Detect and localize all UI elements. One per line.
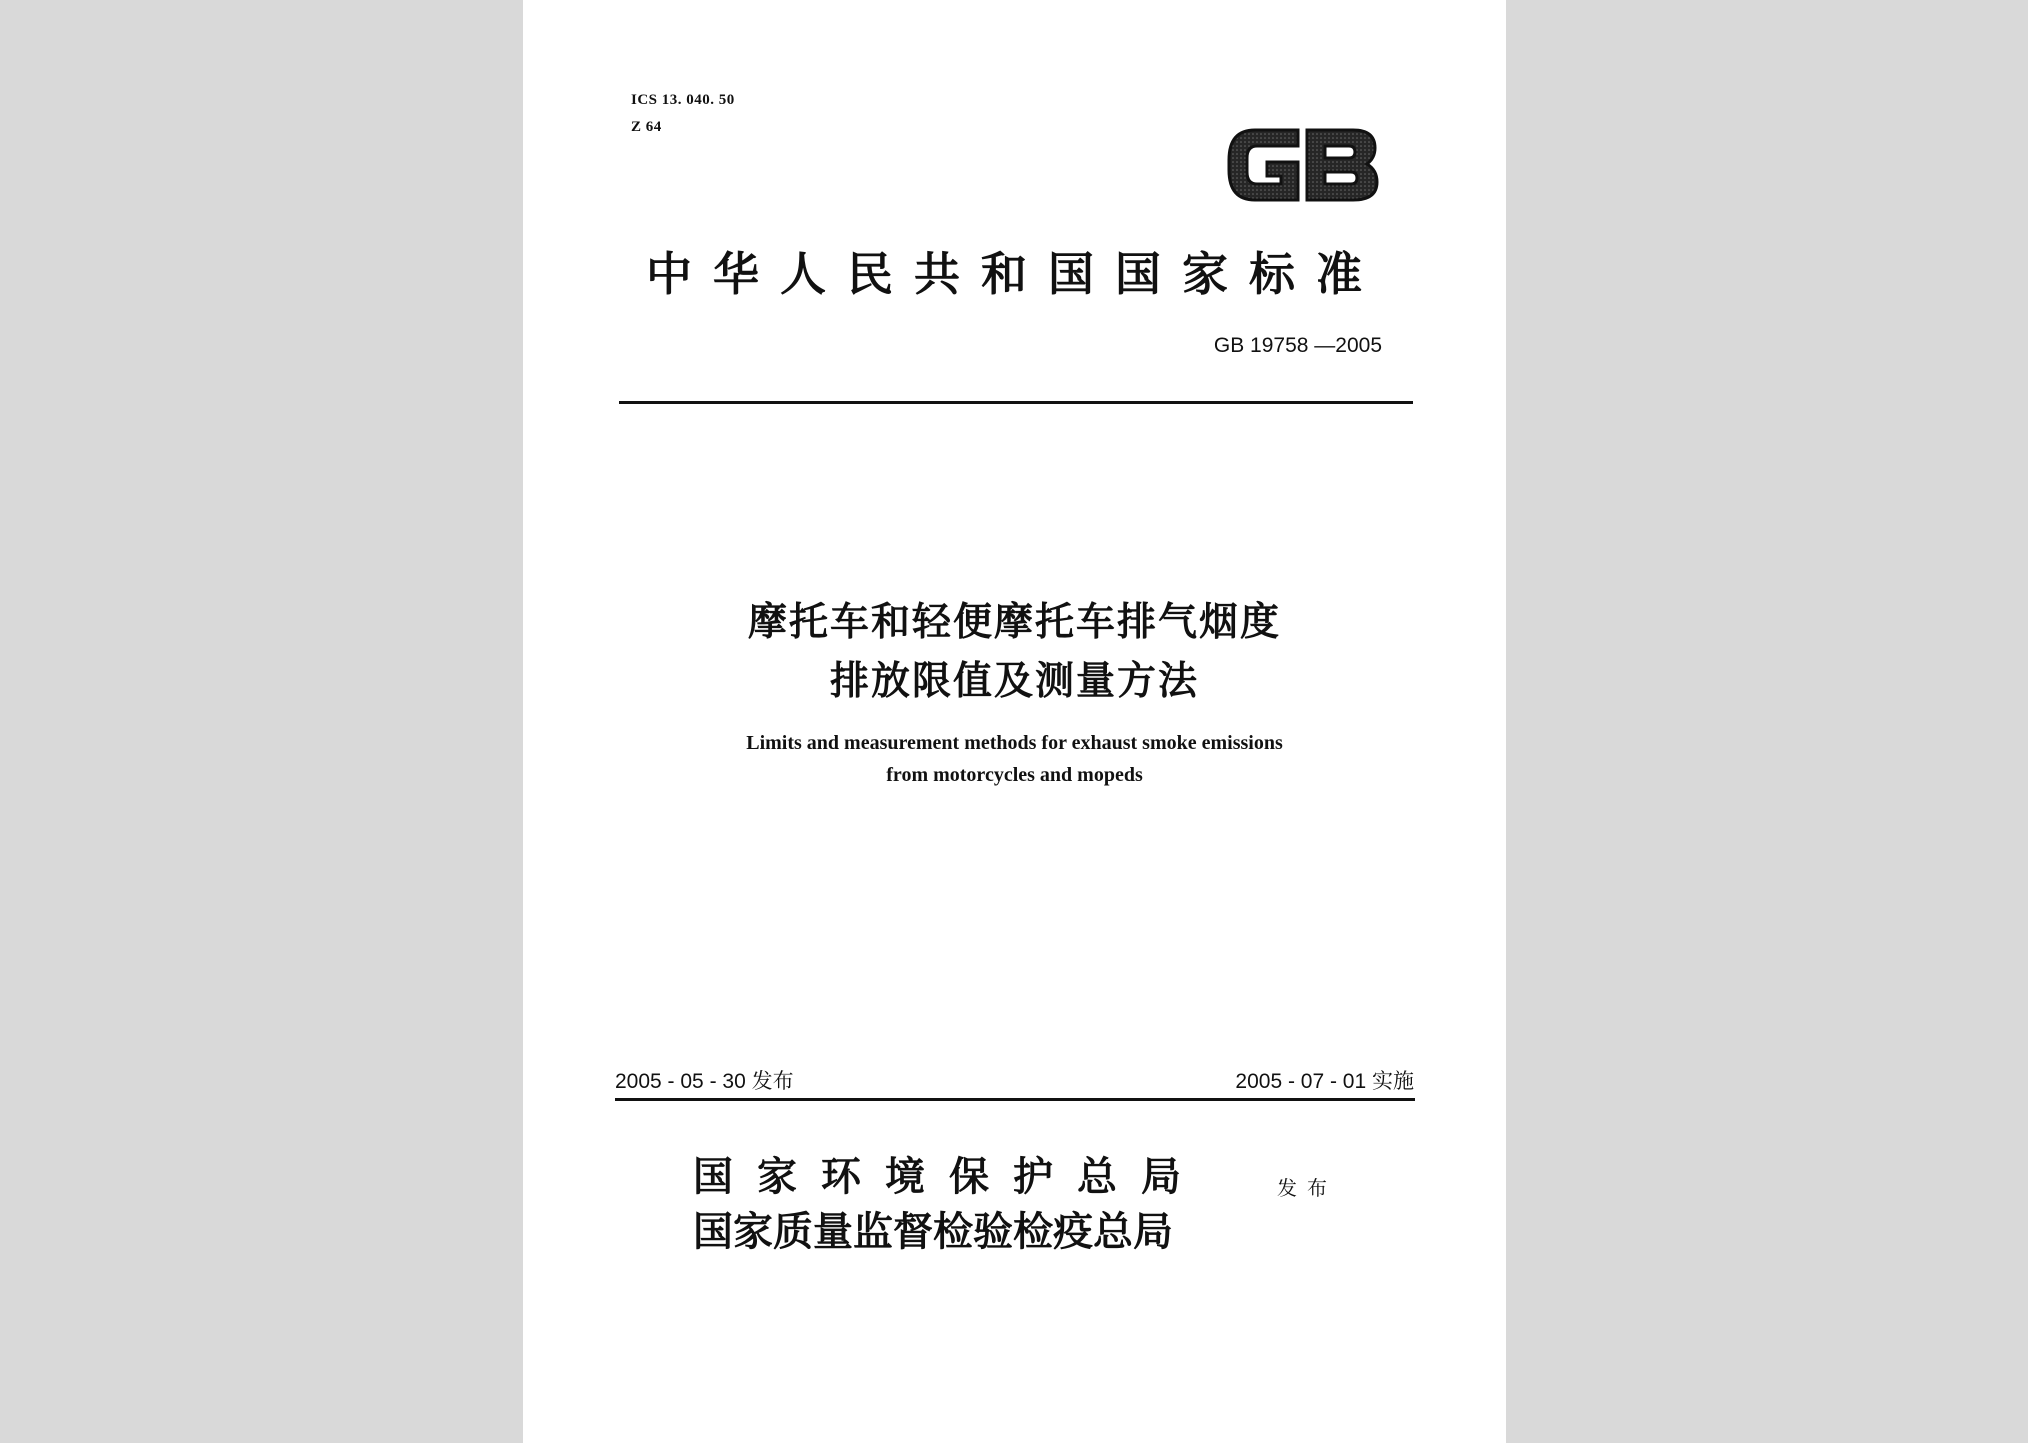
issuer-environmental-protection: 国家环境保护总局: [693, 1153, 1205, 1200]
classification-code: Z 64: [631, 119, 662, 135]
implementation-date: 2005 - 07 - 01 实施: [1235, 1070, 1414, 1093]
issue-date: 2005 - 05 - 30 发布: [615, 1070, 794, 1093]
gb-logo-icon: [1223, 120, 1383, 208]
chinese-title-line-1: 摩托车和轻便摩托车排气烟度: [747, 600, 1281, 645]
ics-code: ICS 13. 040. 50: [631, 92, 735, 108]
publish-label: 发布: [1277, 1176, 1337, 1200]
header-divider: [619, 401, 1413, 404]
chinese-title-line-2: 排放限值及测量方法: [829, 659, 1199, 704]
document-page: [523, 0, 1506, 1443]
english-title-line-1: Limits and measurement methods for exhaust smoke emissions: [746, 732, 1283, 754]
issuer-quality-supervision: 国家质量监督检验检疫总局: [693, 1208, 1173, 1255]
standard-number: GB 19758 —2005: [1213, 334, 1382, 357]
national-standard-title: 中华人民共和国国家标准: [646, 247, 1383, 301]
english-title-line-2: from motorcycles and mopeds: [886, 764, 1143, 786]
footer-divider: [615, 1098, 1415, 1101]
